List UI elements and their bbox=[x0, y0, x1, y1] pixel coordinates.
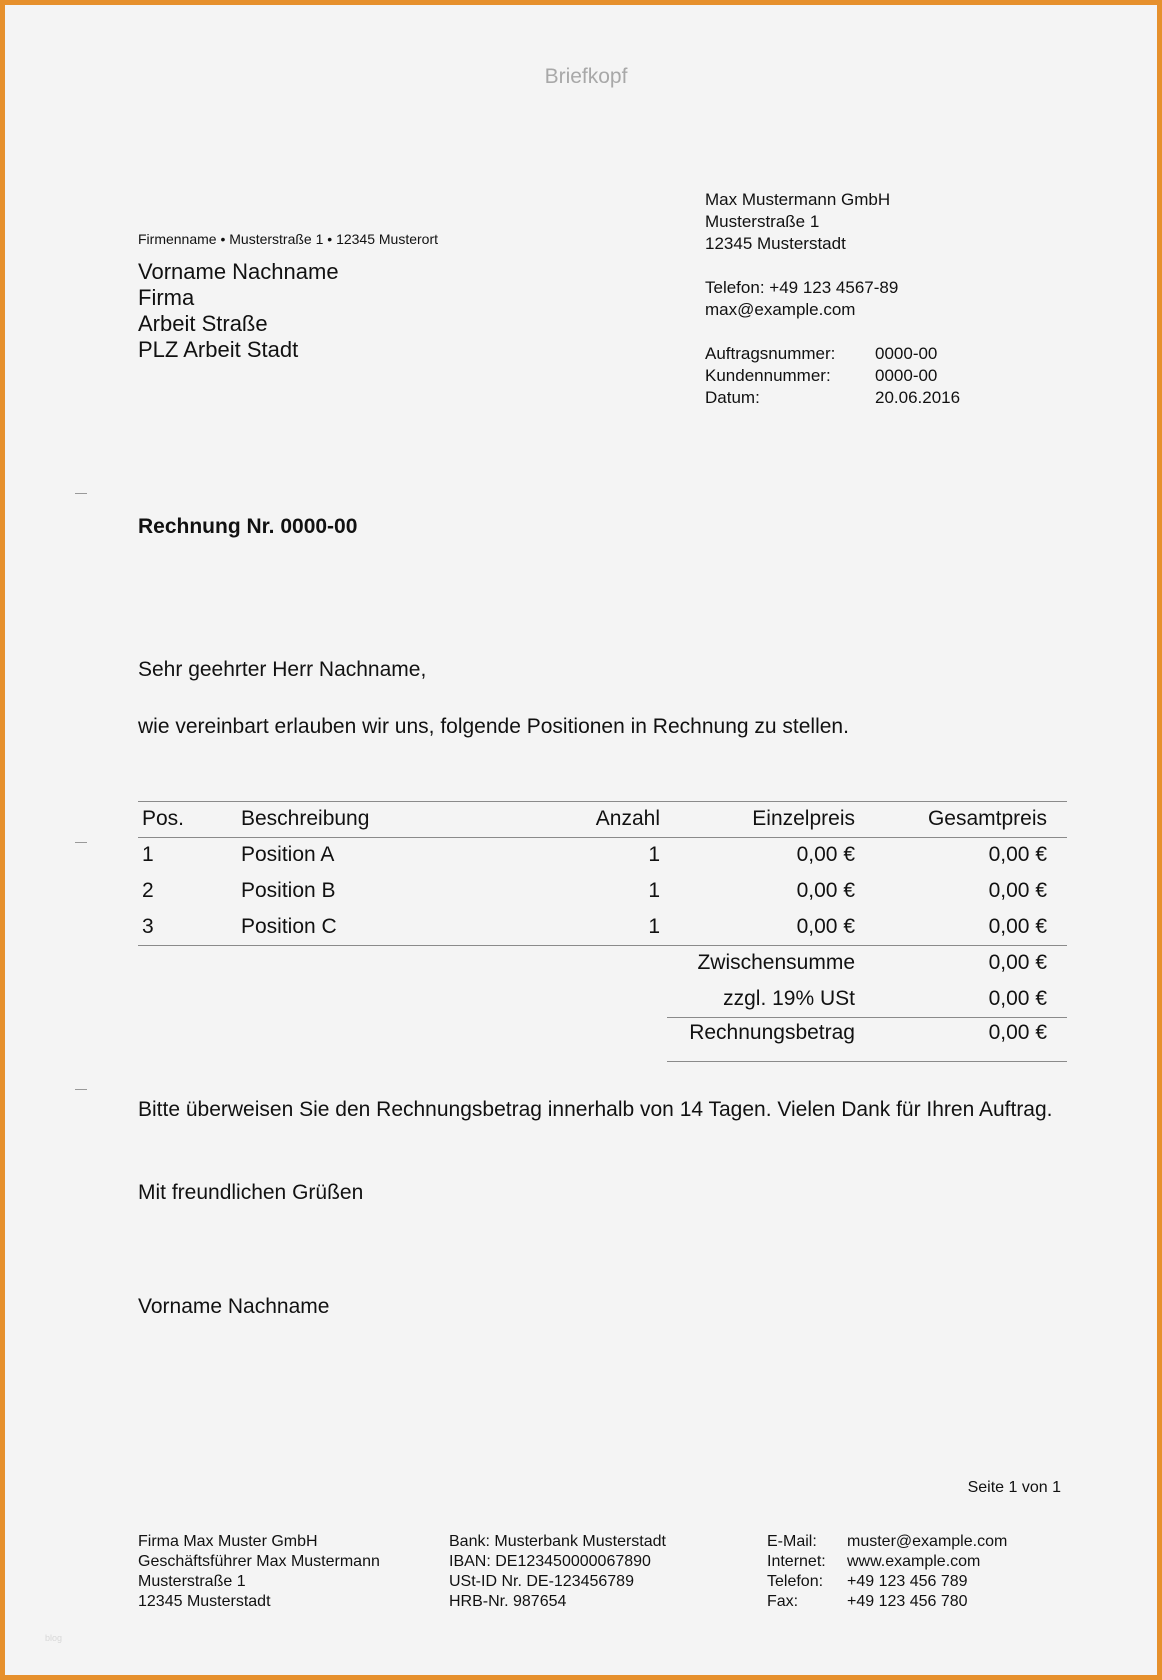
signature-name: Vorname Nachname bbox=[138, 1295, 330, 1318]
table-header-row bbox=[138, 801, 1067, 837]
header-pos: Pos. bbox=[142, 807, 185, 830]
vat-label: zzgl. 19% USt bbox=[723, 987, 855, 1010]
footer-contact bbox=[767, 1532, 1007, 1612]
page-number: Seite 1 von 1 bbox=[967, 1479, 1061, 1496]
footer-line: Musterstraße 1 bbox=[138, 1573, 246, 1590]
subtotal-value: 0,00 € bbox=[988, 951, 1047, 974]
footer-value: muster@example.com bbox=[847, 1533, 1008, 1550]
company-street: Musterstraße 1 bbox=[705, 212, 820, 231]
cell-pos: 1 bbox=[142, 843, 154, 866]
footer-label: Telefon: bbox=[767, 1573, 824, 1590]
meta-value: 0000-00 bbox=[875, 344, 938, 363]
header-total-price: Gesamtpreis bbox=[927, 807, 1047, 830]
meta-label: Auftragsnummer: bbox=[705, 344, 836, 363]
table-row bbox=[138, 909, 1067, 945]
meta-value: 0000-00 bbox=[875, 366, 938, 385]
footer-line: Bank: Musterbank Musterstadt bbox=[449, 1533, 666, 1550]
footer-line: HRB-Nr. 987654 bbox=[449, 1593, 567, 1610]
meta-customer-number bbox=[705, 365, 960, 387]
fold-mark bbox=[75, 1089, 87, 1090]
recipient-address bbox=[138, 259, 339, 363]
cell-total-price: 0,00 € bbox=[988, 915, 1047, 938]
footer-line: IBAN: DE123450000067890 bbox=[449, 1553, 651, 1570]
footer-line: Firma Max Muster GmbH bbox=[138, 1533, 318, 1550]
table-row bbox=[138, 873, 1067, 909]
cell-pos: 3 bbox=[142, 915, 154, 938]
cell-description: Position A bbox=[241, 843, 335, 866]
footer-label: Fax: bbox=[767, 1593, 799, 1610]
meta-date bbox=[705, 387, 960, 409]
cell-description: Position C bbox=[241, 915, 337, 938]
company-info bbox=[705, 189, 898, 321]
subtotal-label: Zwischensumme bbox=[697, 951, 855, 974]
grand-total-label: Rechnungsbetrag bbox=[689, 1021, 855, 1044]
cell-quantity: 1 bbox=[648, 879, 660, 902]
table-row bbox=[138, 837, 1067, 873]
fold-mark bbox=[75, 493, 87, 494]
company-phone: Telefon: +49 123 4567-89 bbox=[705, 278, 899, 297]
footer-company bbox=[138, 1532, 380, 1612]
footer-value: +49 123 456 780 bbox=[847, 1593, 968, 1610]
meta-value: 20.06.2016 bbox=[875, 388, 961, 407]
grand-total-row bbox=[667, 1015, 1067, 1051]
cell-quantity: 1 bbox=[648, 843, 660, 866]
recipient-line: PLZ Arbeit Stadt bbox=[138, 337, 299, 362]
sender-return-address: Firmenname • Musterstraße 1 • 12345 Musterort bbox=[138, 231, 439, 247]
cell-pos: 2 bbox=[142, 879, 154, 902]
letterhead: Briefkopf bbox=[544, 65, 628, 88]
footer-value: www.example.com bbox=[847, 1553, 981, 1570]
closing-phrase: Mit freundlichen Grüßen bbox=[138, 1181, 364, 1204]
fold-mark bbox=[75, 842, 87, 843]
cell-quantity: 1 bbox=[648, 915, 660, 938]
recipient-line: Firma bbox=[138, 285, 195, 310]
vat-row bbox=[667, 981, 1067, 1017]
recipient-line: Vorname Nachname bbox=[138, 259, 339, 284]
salutation: Sehr geehrter Herr Nachname, bbox=[138, 658, 427, 681]
meta-label: Kundennummer: bbox=[705, 366, 831, 385]
footer-internet-row bbox=[767, 1552, 1007, 1572]
header-quantity: Anzahl bbox=[595, 807, 660, 830]
totals-bottom-rule bbox=[667, 1061, 1067, 1062]
cell-unit-price: 0,00 € bbox=[796, 843, 855, 866]
payment-instructions: Bitte überweisen Sie den Rechnungsbetrag innerhalb von 14 Tagen. Vielen Dank für Ihren Auftrag. bbox=[138, 1098, 1053, 1121]
footer-value: +49 123 456 789 bbox=[847, 1573, 968, 1590]
meta-label: Datum: bbox=[705, 388, 760, 407]
footer-phone-row bbox=[767, 1572, 1007, 1592]
cell-total-price: 0,00 € bbox=[988, 843, 1047, 866]
cell-unit-price: 0,00 € bbox=[796, 915, 855, 938]
grand-total-value: 0,00 € bbox=[988, 1021, 1047, 1044]
invoice-title: Rechnung Nr. 0000-00 bbox=[138, 515, 358, 538]
cell-unit-price: 0,00 € bbox=[796, 879, 855, 902]
footer-bank bbox=[449, 1532, 666, 1612]
meta-order-number bbox=[705, 343, 960, 365]
company-city: 12345 Musterstadt bbox=[705, 234, 846, 253]
invoice-meta bbox=[705, 343, 960, 409]
footer-line: USt-ID Nr. DE-123456789 bbox=[449, 1573, 634, 1590]
cell-total-price: 0,00 € bbox=[988, 879, 1047, 902]
cell-description: Position B bbox=[241, 879, 336, 902]
totals-block bbox=[667, 945, 1067, 1051]
footer-line: Geschäftsführer Max Mustermann bbox=[138, 1553, 380, 1570]
subtotal-row bbox=[667, 945, 1067, 981]
vat-value: 0,00 € bbox=[988, 987, 1047, 1010]
footer-email-row bbox=[767, 1532, 1007, 1552]
recipient-line: Arbeit Straße bbox=[138, 311, 268, 336]
footer-label: Internet: bbox=[767, 1553, 826, 1570]
watermark: blog bbox=[45, 1633, 63, 1643]
header-unit-price: Einzelpreis bbox=[752, 807, 855, 830]
footer-label: E-Mail: bbox=[767, 1533, 817, 1550]
company-email: max@example.com bbox=[705, 300, 856, 319]
line-items-table bbox=[138, 801, 1067, 945]
header-description: Beschreibung bbox=[241, 807, 370, 830]
intro-text: wie vereinbart erlauben wir uns, folgende Positionen in Rechnung zu stellen. bbox=[138, 715, 849, 738]
company-name: Max Mustermann GmbH bbox=[705, 190, 891, 209]
footer-fax-row bbox=[767, 1592, 1007, 1612]
footer-line: 12345 Musterstadt bbox=[138, 1593, 271, 1610]
